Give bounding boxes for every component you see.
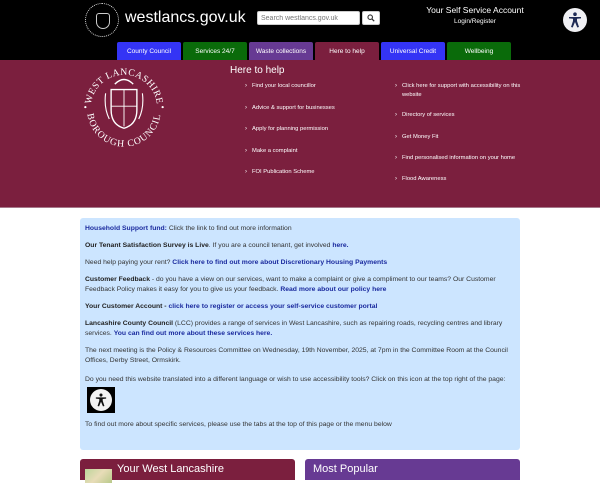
here-to-help-panel — [0, 60, 600, 208]
site-name[interactable]: westlancs.gov.uk — [125, 9, 246, 26]
help-link[interactable]: › Flood Awareness — [395, 175, 447, 182]
map-thumbnail — [85, 469, 112, 483]
help-link[interactable]: › Get Money Fit — [395, 133, 439, 140]
help-links-left — [245, 82, 375, 177]
discretionary-housing-link[interactable]: Click here to find out more about Discretionary Housing Payments — [172, 259, 388, 266]
customer-portal-link[interactable]: click here to register or access your self-service customer portal — [168, 303, 378, 310]
your-west-lancashire-panel[interactable]: Your West Lancashire — [80, 459, 295, 480]
lcc-notice: Lancashire County Council (LCC) provides a range of services in West Lancashire, such as repairing roads, recycling centres and library services. You can find out more about these services here. — [85, 320, 503, 337]
help-link[interactable]: › Directory of services — [395, 112, 455, 118]
tab-services-24-7[interactable]: Services 24/7 — [183, 42, 247, 60]
search-input[interactable] — [257, 11, 360, 25]
rent-help-notice: Need help paying your rent? Click here to find out more about Discretionary Housing Payments — [85, 259, 388, 266]
tab-waste-collections[interactable]: Waste collections — [249, 42, 313, 60]
main-tabs — [117, 42, 511, 60]
lcc-services-link[interactable]: You can find out more about these services here. — [113, 330, 273, 337]
council-crest-logo — [78, 62, 170, 154]
tenant-survey-notice: Our Tenant Satisfaction Survey is Live. If you are a council tenant, get involved here. — [85, 242, 349, 249]
chevron-right-icon: › — [245, 83, 247, 89]
translate-notice: Do you need this website translated into a different language or wish to use accessibility tools? Click on this icon at the top right of the page: — [85, 373, 515, 413]
chevron-right-icon: › — [395, 175, 397, 182]
site-header — [0, 0, 600, 60]
tab-here-to-help[interactable]: Here to help — [315, 42, 379, 60]
help-link[interactable]: › Apply for planning permission — [245, 126, 329, 132]
search-button[interactable] — [362, 11, 380, 25]
feedback-policy-link[interactable]: Read more about our policy here — [280, 286, 387, 293]
council-logo-small[interactable] — [85, 3, 119, 37]
accessibility-icon — [95, 393, 107, 407]
login-register-link[interactable]: Login/Register — [454, 18, 496, 25]
chevron-right-icon: › — [395, 83, 397, 89]
help-links-right — [395, 82, 525, 183]
help-link[interactable]: › FOI Publication Scheme — [245, 169, 315, 175]
help-link[interactable]: › Advice & support for businesses — [245, 104, 335, 111]
most-popular-panel[interactable]: Most Popular — [305, 459, 520, 480]
household-support-notice: Household Support fund: Click the link to find out more information — [85, 225, 292, 232]
svg-text:WEST LANCASHIRE: WEST LANCASHIRE — [82, 66, 165, 106]
accessibility-icon — [568, 12, 582, 28]
household-support-link[interactable]: Household Support fund: — [85, 225, 167, 232]
tab-wellbeing[interactable]: Wellbeing — [447, 42, 511, 60]
crest-icon — [96, 13, 110, 29]
accessibility-button[interactable] — [563, 8, 587, 32]
inline-accessibility-image — [87, 387, 115, 413]
chevron-right-icon: › — [245, 147, 247, 154]
chevron-right-icon: › — [245, 169, 247, 175]
chevron-right-icon: › — [245, 104, 247, 111]
self-service-title: Your Self Service Account — [426, 5, 524, 15]
chevron-right-icon: › — [245, 126, 247, 132]
search-icon — [367, 14, 375, 22]
survey-here-link[interactable]: here. — [332, 242, 349, 249]
svg-text:BOROUGH COUNCIL: BOROUGH COUNCIL — [84, 112, 164, 150]
chevron-right-icon: › — [395, 112, 397, 118]
tab-county-council[interactable]: County Council — [117, 42, 181, 60]
customer-account-notice: Your Customer Account - click here to register or access your self-service customer portal — [85, 303, 378, 310]
help-link[interactable]: › Find your local councillor — [245, 83, 316, 89]
here-to-help-title: Here to help — [230, 65, 285, 76]
chevron-right-icon: › — [395, 155, 397, 161]
meeting-notice: The next meeting is the Policy & Resources Committee on Wednesday, 19th November, 2025, at 7pm in the Committee Room at the Council Offices, Derby Street, Ormskirk. — [85, 347, 508, 364]
help-link[interactable]: › Click here for support with accessibility on this website — [395, 83, 521, 98]
announcements-box — [80, 218, 520, 450]
help-link[interactable]: › Make a complaint — [245, 147, 298, 154]
tabs-info-notice: To find out more about specific services, please use the tabs at the top of this page or the menu below — [85, 421, 392, 428]
customer-feedback-notice: Customer Feedback - do you have a view on our services, want to make a complaint or give a compliment to our teams? Our Customer Feedback Policy makes it easy for you to give us your feedback. Read more about our policy here — [85, 276, 496, 293]
tab-universal-credit[interactable]: Universal Credit — [381, 42, 445, 60]
help-link[interactable]: › Find personalised information on your home — [395, 155, 516, 161]
chevron-right-icon: › — [395, 133, 397, 140]
